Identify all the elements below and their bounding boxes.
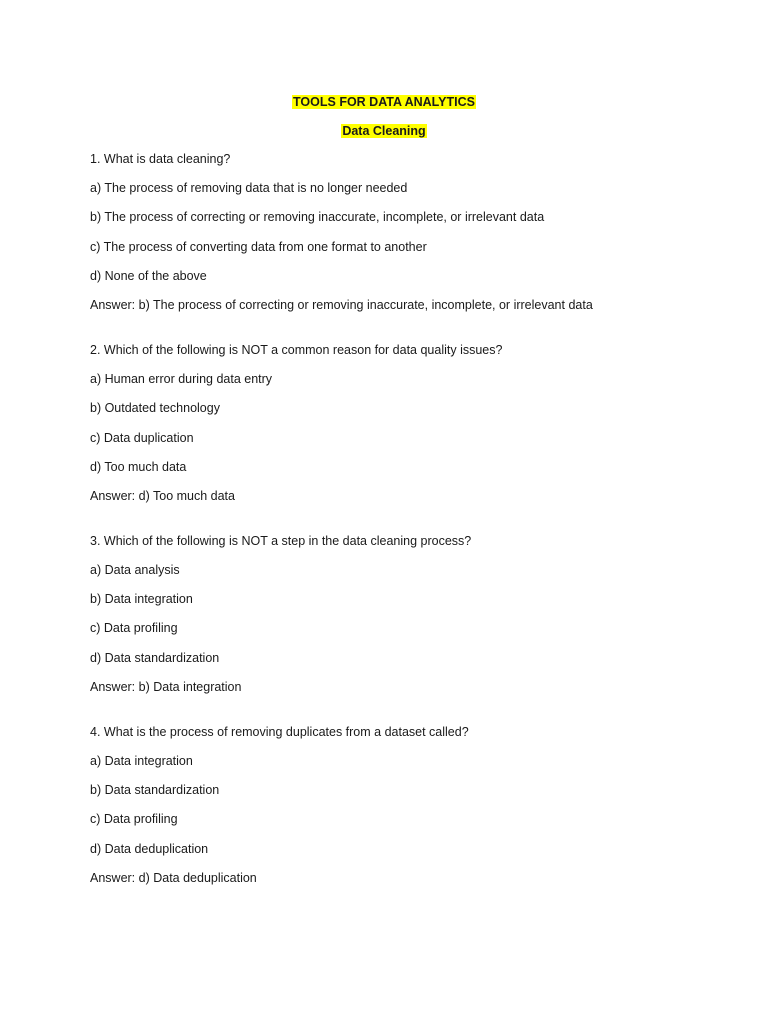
answer-text: Answer: d) Too much data <box>90 488 235 503</box>
option-b: b) The process of correcting or removing inaccurate, incomplete, or irrelevant data <box>90 210 545 225</box>
option-b: b) Outdated technology <box>90 401 220 416</box>
question-block-4 <box>90 724 730 886</box>
option-a: a) Human error during data entry <box>90 372 273 387</box>
option-c: c) The process of converting data from one format to another <box>90 239 427 254</box>
option-c: c) Data profiling <box>90 812 178 827</box>
question-text: 3. Which of the following is NOT a step in the data cleaning process? <box>90 533 472 548</box>
option-d: d) Data standardization <box>90 650 220 665</box>
question-text: 2. Which of the following is NOT a common reason for data quality issues? <box>90 342 503 357</box>
question-block-1 <box>90 151 730 313</box>
document-title-text: TOOLS FOR DATA ANALYTICS <box>293 95 475 109</box>
option-c: c) Data profiling <box>90 621 178 636</box>
document-subtitle-text: Data Cleaning <box>342 124 426 138</box>
question-block-3 <box>90 533 730 695</box>
document-title <box>0 94 768 110</box>
option-d: d) None of the above <box>90 268 207 283</box>
option-a: a) The process of removing data that is no longer needed <box>90 181 408 196</box>
answer-text: Answer: b) Data integration <box>90 679 242 694</box>
option-a: a) Data analysis <box>90 563 180 578</box>
question-block-2 <box>90 342 730 504</box>
question-list <box>90 151 730 915</box>
document-subtitle <box>0 123 768 139</box>
question-text: 1. What is data cleaning? <box>90 152 231 166</box>
answer-text: Answer: d) Data deduplication <box>90 870 257 885</box>
option-b: b) Data standardization <box>90 783 220 798</box>
option-b: b) Data integration <box>90 592 193 607</box>
option-d: d) Data deduplication <box>90 841 209 856</box>
option-a: a) Data integration <box>90 754 193 768</box>
answer-text: Answer: b) The process of correcting or removing inaccurate, incomplete, or irrelevant data <box>90 297 593 312</box>
option-d: d) Too much data <box>90 459 187 474</box>
option-c: c) Data duplication <box>90 430 194 445</box>
question-text: 4. What is the process of removing duplicates from a dataset called? <box>90 724 469 739</box>
